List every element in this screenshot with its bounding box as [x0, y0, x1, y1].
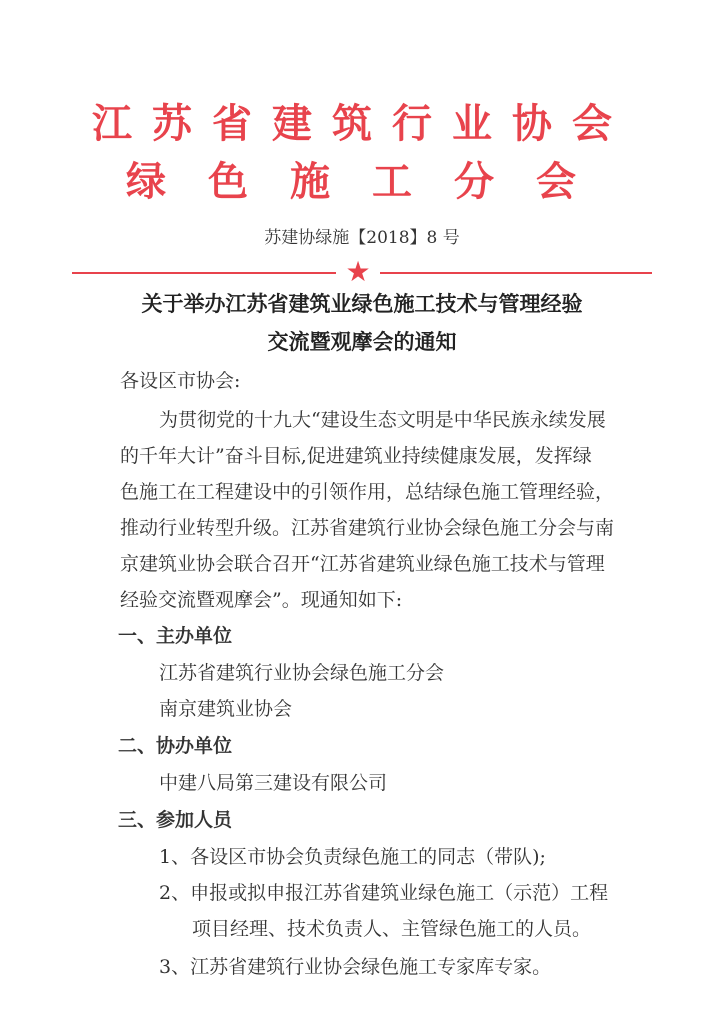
- section-heading-organizers: 一、主办单位: [118, 625, 233, 647]
- organizer-item: 南京建筑业协会: [159, 698, 293, 720]
- star-icon: ★: [345, 255, 371, 288]
- document-number: 苏建协绿施【2018】8 号: [264, 228, 460, 248]
- intro-line: 推动行业转型升级。江苏省建筑行业协会绿色施工分会与南: [120, 517, 615, 539]
- participant-item: 3、江苏省建筑行业协会绿色施工专家库专家。: [159, 956, 552, 978]
- notice-title-line2: 交流暨观摩会的通知: [267, 330, 457, 354]
- red-rule-right: [380, 272, 652, 274]
- salutation: 各设区市协会:: [120, 370, 241, 392]
- section-heading-participants: 三、参加人员: [118, 809, 233, 831]
- participant-item-continued: 项目经理、技术负责人、主管绿色施工的人员。: [192, 918, 592, 940]
- participant-item: 2、申报或拟申报江苏省建筑业绿色施工（示范）工程: [159, 882, 609, 904]
- intro-line: 为贯彻党的十九大“建设生态文明是中华民族永续发展: [159, 409, 606, 431]
- participant-item: 1、各设区市协会负责绿色施工的同志（带队);: [159, 846, 546, 868]
- intro-line: 色施工在工程建设中的引领作用，总结绿色施工管理经验，: [120, 481, 615, 503]
- intro-line: 经验交流暨观摩会”。现通知如下:: [120, 589, 403, 611]
- co-organizer-item: 中建八局第三建设有限公司: [159, 772, 388, 794]
- org-name-line1: 江苏省建筑行业协会: [92, 101, 632, 147]
- intro-line: 京建筑业协会联合召开“江苏省建筑业绿色施工技术与管理: [120, 553, 605, 575]
- organizer-item: 江苏省建筑行业协会绿色施工分会: [159, 662, 445, 684]
- section-heading-co-organizers: 二、协办单位: [118, 735, 233, 757]
- red-rule-left: [72, 272, 336, 274]
- notice-title-line1: 关于举办江苏省建筑业绿色施工技术与管理经验: [141, 292, 583, 316]
- org-name-line2: 绿色施工分会: [126, 159, 618, 205]
- intro-line: 的千年大计”奋斗目标,促进建筑业持续健康发展，发挥绿: [120, 445, 592, 467]
